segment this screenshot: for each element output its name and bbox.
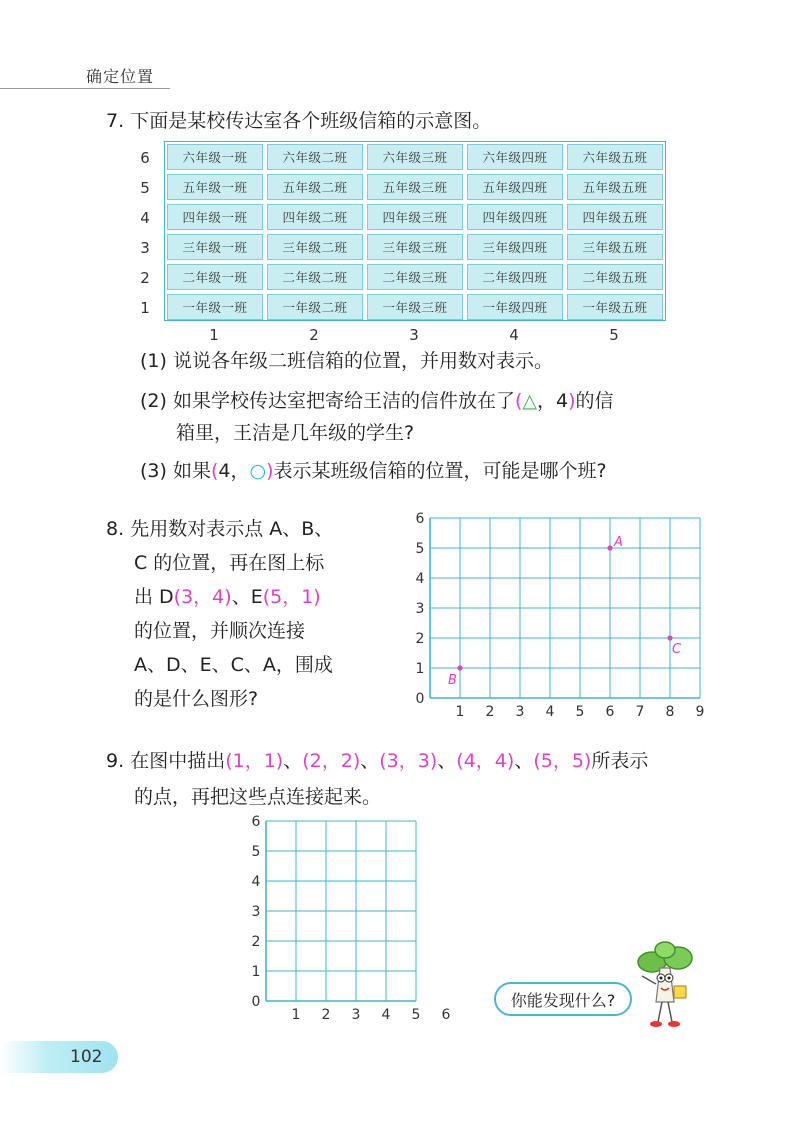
q7-sub3: [140, 462, 607, 481]
y-tick-label: 0: [251, 994, 261, 1010]
q8-line4: 的位置，并顺次连接: [134, 620, 306, 642]
mailbox-cell: 四年级四班: [467, 204, 563, 230]
x-tick-label: 3: [351, 1007, 361, 1023]
q8-point-e: (5，1): [262, 586, 321, 608]
mailbox-cell: 四年级一班: [167, 204, 263, 230]
x-tick-label: 5: [575, 704, 585, 720]
point-c: [667, 635, 672, 640]
triangle-icon: △: [522, 390, 538, 412]
q7-number: 7.: [106, 110, 125, 132]
q9-pair-4: (4，4): [456, 750, 515, 772]
mailbox-cell: 一年级二班: [267, 294, 363, 320]
y-tick-label: 4: [251, 874, 261, 890]
header-divider: [0, 88, 170, 89]
q7-sub2-comma4: ，4: [537, 390, 569, 412]
row-label: 6: [140, 149, 150, 167]
row-label: 1: [140, 299, 150, 317]
point-a: [607, 545, 612, 550]
col-label: 4: [509, 326, 519, 344]
x-tick-label: 5: [411, 1007, 421, 1023]
q7-sub2-line2: 箱里，王洁是几年级的学生?: [176, 422, 415, 444]
q7-sub2-text-b: 的信: [575, 390, 614, 412]
x-tick-label: 6: [441, 1007, 451, 1023]
x-tick-label: 1: [291, 1007, 301, 1023]
x-tick-label: 9: [695, 704, 705, 720]
mailbox-cell: 一年级五班: [567, 294, 663, 320]
q7-sub2-line1: [140, 392, 614, 411]
mailbox-cell: 一年级三班: [367, 294, 463, 320]
col-label: 2: [309, 326, 319, 344]
q8-coordinate-grid: [400, 510, 710, 725]
mailbox-cell: 六年级二班: [267, 144, 363, 170]
page-number: 102: [70, 1047, 103, 1067]
col-label: 3: [409, 326, 419, 344]
x-tick-label: 3: [515, 704, 525, 720]
x-tick-label: 2: [485, 704, 495, 720]
q9-sep-1: 、: [283, 750, 303, 772]
y-tick-label: 6: [251, 814, 261, 830]
y-tick-label: 4: [415, 571, 425, 587]
mailbox-cell: 六年级三班: [367, 144, 463, 170]
y-tick-label: 0: [415, 691, 425, 707]
q9-line1-a: 在图中描出: [130, 750, 226, 772]
q9-sep-2: 、: [360, 750, 380, 772]
q8-line3-a: 出 D: [134, 586, 174, 608]
mailbox-cell: 三年级五班: [567, 234, 663, 260]
q9-line1-b: 所表示: [591, 750, 649, 772]
y-tick-label: 3: [251, 904, 261, 920]
mailbox-cell: 五年级二班: [267, 174, 363, 200]
q8-line1-text: 先用数对表示点 A、B、: [130, 518, 334, 540]
x-tick-label: 8: [665, 704, 675, 720]
q7-sub3-text-a: (3) 如果: [140, 460, 211, 482]
x-tick-label: 1: [455, 704, 465, 720]
mailbox-diagram: [164, 141, 666, 321]
speech-bubble-text: 你能发现什么?: [510, 990, 616, 1010]
mailbox-cell: 三年级一班: [167, 234, 263, 260]
mailbox-cell: 二年级二班: [267, 264, 363, 290]
q9-pair-5: (5，5): [533, 750, 592, 772]
y-tick-label: 5: [251, 844, 261, 860]
q9-line2: 的点，再把这些点连接起来。: [134, 786, 382, 808]
row-label: 4: [140, 209, 150, 227]
mailbox-cell: 六年级五班: [567, 144, 663, 170]
y-tick-label: 1: [415, 661, 425, 677]
point-b: [457, 665, 462, 670]
mailbox-cell: 二年级一班: [167, 264, 263, 290]
q9-coordinate-grid: [236, 812, 456, 1027]
point-label: A: [614, 535, 623, 550]
q8-number: 8.: [106, 518, 125, 540]
mailbox-cell: 三年级三班: [367, 234, 463, 260]
q7-sub2-text-a: (2) 如果学校传达室把寄给王洁的信件放在了: [140, 390, 515, 412]
x-tick-label: 2: [321, 1007, 331, 1023]
point-label: C: [672, 642, 682, 657]
circle-icon: ○: [249, 460, 267, 482]
x-tick-label: 4: [545, 704, 555, 720]
y-tick-label: 6: [415, 511, 425, 527]
mailbox-cell: 五年级三班: [367, 174, 463, 200]
y-tick-label: 3: [415, 601, 425, 617]
q8-line1: [106, 520, 333, 539]
q9-line1: [106, 752, 648, 771]
row-label: 3: [140, 239, 150, 257]
speech-bubble: [494, 982, 632, 1016]
row-label: 2: [140, 269, 150, 287]
mailbox-cell: 二年级三班: [367, 264, 463, 290]
q7-prompt: 下面是某校传达室各个班级信箱的示意图。: [130, 110, 492, 132]
q7-sub2-paren-open: (: [514, 390, 523, 412]
mailbox-cell: 一年级一班: [167, 294, 263, 320]
q9-sep-3: 、: [437, 750, 457, 772]
x-tick-label: 4: [381, 1007, 391, 1023]
q9-pair-1: (1，1): [225, 750, 284, 772]
q8-point-d: (3，4): [173, 586, 232, 608]
q7-sub3-paren-open: (: [210, 460, 219, 482]
q8-line3: [134, 588, 321, 607]
mailbox-cell: 四年级二班: [267, 204, 363, 230]
mailbox-cell: 二年级五班: [567, 264, 663, 290]
q8-line6: 的是什么图形?: [134, 688, 259, 710]
mailbox-cell: 四年级三班: [367, 204, 463, 230]
q7-sub3-paren-close: ): [266, 460, 274, 482]
col-label: 1: [209, 326, 219, 344]
q8-line2: C 的位置，再在图上标: [134, 552, 325, 574]
mailbox-cell: 二年级四班: [467, 264, 563, 290]
mailbox-cell: 五年级四班: [467, 174, 563, 200]
q9-pair-3: (3，3): [379, 750, 438, 772]
y-tick-label: 1: [251, 964, 261, 980]
q7-sub3-four: 4，: [218, 460, 250, 482]
q8-line5: A、D、E、C、A，围成: [134, 654, 333, 676]
row-label: 5: [140, 179, 150, 197]
q7-sub2-paren-close: ): [568, 390, 576, 412]
y-tick-label: 5: [415, 541, 425, 557]
q7-sub1: (1) 说说各年级二班信箱的位置，并用数对表示。: [140, 350, 553, 372]
y-tick-label: 2: [251, 934, 261, 950]
mailbox-cell: 六年级一班: [167, 144, 263, 170]
section-title: 确定位置: [86, 67, 155, 86]
col-label: 5: [609, 326, 619, 344]
mailbox-cell: 一年级四班: [467, 294, 563, 320]
q9-pair-2: (2，2): [302, 750, 361, 772]
q7-text: [106, 112, 491, 131]
x-tick-label: 7: [635, 704, 645, 720]
mailbox-cell: 四年级五班: [567, 204, 663, 230]
mailbox-cell: 三年级四班: [467, 234, 563, 260]
mailbox-cell: 三年级二班: [267, 234, 363, 260]
y-tick-label: 2: [415, 631, 425, 647]
point-label: B: [448, 673, 457, 688]
mailbox-cell: 五年级一班: [167, 174, 263, 200]
vegetable-mascot-icon: [630, 940, 700, 1035]
q9-sep-4: 、: [514, 750, 534, 772]
q9-number: 9.: [106, 750, 125, 772]
q8-line3-mid: 、E: [231, 586, 263, 608]
q7-sub3-text-b: 表示某班级信箱的位置，可能是哪个班?: [273, 460, 607, 482]
mailbox-cell: 五年级五班: [567, 174, 663, 200]
mailbox-cell: 六年级四班: [467, 144, 563, 170]
x-tick-label: 6: [605, 704, 615, 720]
